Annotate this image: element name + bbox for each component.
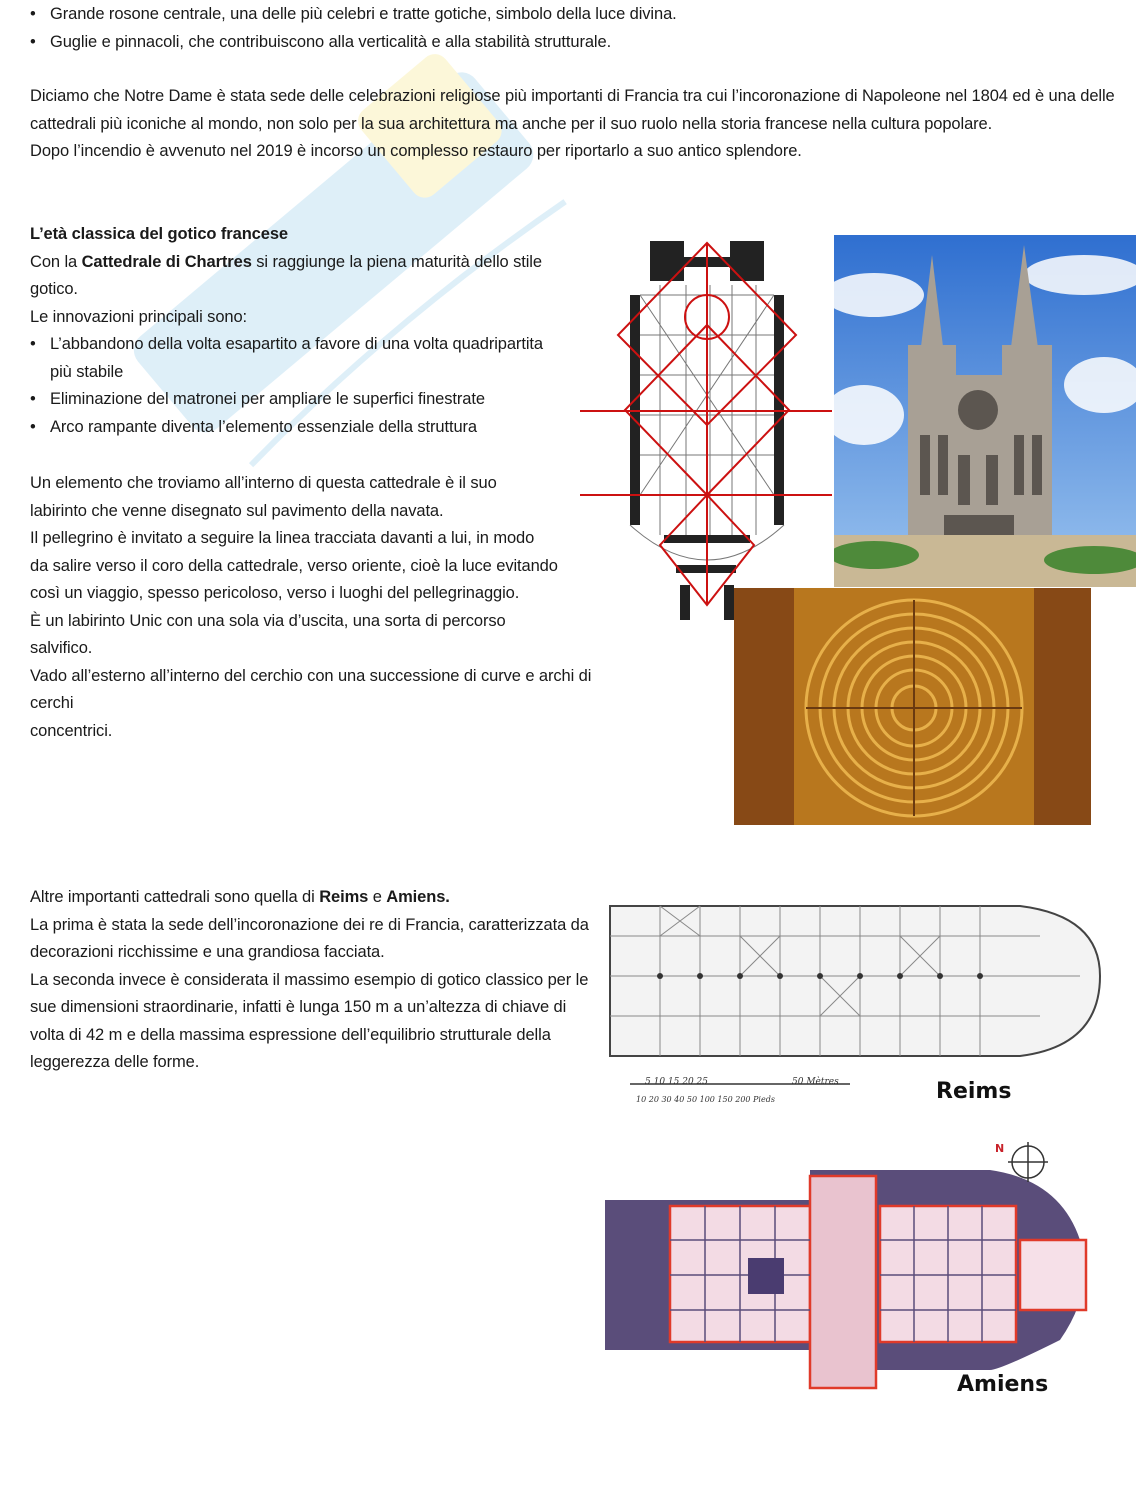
chartres-plan-image (580, 235, 832, 620)
reims-label: Reims (936, 1079, 1012, 1104)
scale-pieds-label: 10 20 30 40 50 100 150 200 Pieds (636, 1095, 775, 1104)
list-item: • Guglie e pinnacoli, che contribuiscono alla verticalità e alla stabilità strutturale. (30, 29, 750, 57)
list-item: • L’abbandono della volta esapartito a favore di una volta quadripartita (30, 331, 630, 359)
labyrinth-paragraph: Un elemento che troviamo all’interno di questa cattedrale è il suo labirinto che venne disegnato sul pavimento della navata. Il pellegrino è invitato a seguire la linea tracciata davanti a lui, in modo da salire verso il coro della cattedrale, verso oriente, cioè la luce evitando così un viaggio, spesso pericoloso, verso i luoghi del pellegrinaggio. È un labirinto Unic con una sola via d’uscita, una sorta di percorso salvifico. Vado all’esterno all’interno del cerchio con una successione di curve e archi di cerchi concentrici. (30, 474, 592, 740)
chartres-facade-photo (834, 235, 1136, 587)
reims-plan-image (600, 866, 1105, 1106)
scale-metres-label: 50 Mètres (792, 1077, 839, 1087)
list-item: • Grande rosone centrale, una delle più celebri e tratte gotiche, simbolo della luce divina. (30, 1, 750, 29)
list-item: • Eliminazione del matronei per ampliare le superfici finestrate (30, 386, 630, 414)
reims-amiens-paragraph: Altre importanti cattedrali sono quella di Reims e Amiens. La prima è stata la sede dell’incoronazione dei re di Francia, caratterizzata da decorazioni ricchissime e una grandiosa facciata. La seconda invece è considerata il massimo esempio di gotico classico per le sue dimensioni straordinarie, infatti è lunga 150 m a un’altezza di chiave di volta di 42 m e della massima espressione dell’equilibrio strutturale della leggerezza delle forme. (30, 888, 589, 1071)
amiens-label: Amiens (957, 1372, 1049, 1397)
north-label: N (995, 1142, 1005, 1155)
chartres-intro-cont: gotico. (30, 280, 78, 298)
chartres-labyrinth-photo (734, 588, 1091, 825)
innovations-label: Le innovazioni principali sono: (30, 307, 248, 326)
chartres-intro: Con la Cattedrale di Chartres si raggiunge la piena maturità dello stile (30, 252, 542, 271)
amiens-plan-image (600, 1140, 1105, 1400)
list-item: • Arco rampante diventa l’elemento essenziale della struttura (30, 414, 630, 442)
notre-dame-paragraph: Diciamo che Notre Dame è stata sede delle celebrazioni religiose più importanti di Francia tra cui l’incoronazione di Napoleone nel 1804 ed è una delle cattedrali più iconiche al mondo, non solo per la sua architettura ma anche per il suo ruolo nella storia francese nella cultura popolare. Dopo l’incendio è avvenuto nel 2019 è incorso un complesso restauro per riportarlo a suo antico splendore. (30, 87, 1115, 160)
section-heading: L’età classica del gotico francese (30, 225, 288, 243)
list-item-cont: più stabile (50, 362, 124, 381)
scale-metres-ticks: 5 10 15 20 25 (645, 1077, 708, 1087)
